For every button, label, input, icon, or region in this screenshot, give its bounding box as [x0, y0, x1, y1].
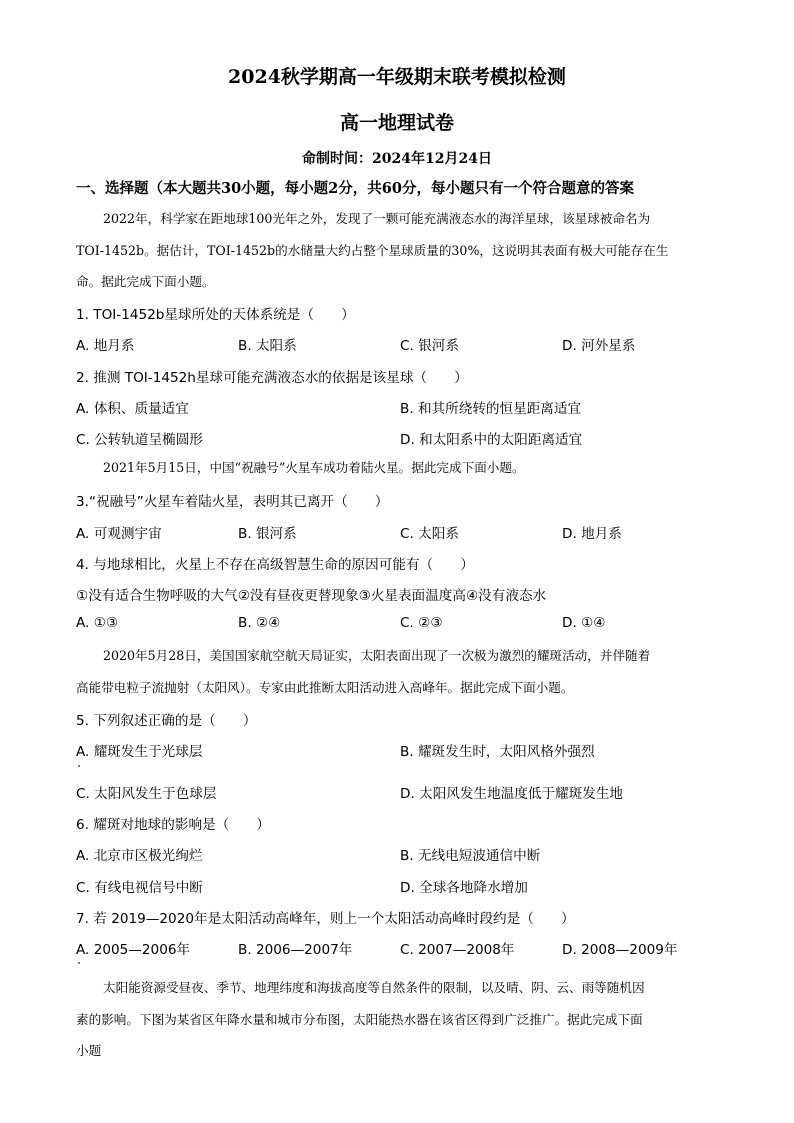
question-3-option-b: B. 银河系 [238, 526, 297, 542]
question-3-option-d: D. 地月系 [562, 526, 622, 542]
question-4-option-b: B. ②④ [238, 615, 281, 631]
question-3-option-c: C. 太阳系 [400, 526, 459, 542]
question-4-option-c: C. ②③ [400, 615, 443, 631]
question-4-option-d: D. ①④ [562, 615, 606, 631]
question-7-option-b: B. 2006—2007年 [238, 942, 353, 958]
question-2-option-a: A. 体积、质量适宜 [76, 401, 189, 417]
passage-line: 2022年，科学家在距地球100光年之外，发现了一颗可能充满液态水的海洋星球，该星球被命名为 [103, 211, 651, 226]
question-5-option-d: D. 太阳风发生地温度低于耀斑发生地 [400, 786, 624, 802]
question-2-option-d: D. 和太阳系中的太阳距离适宜 [400, 432, 583, 448]
question-2-option-c: C. 公转轨道呈椭圆形 [76, 432, 203, 448]
question-6-option-d: D. 全球各地降水增加 [400, 880, 528, 896]
question-4-stem: 4. 与地球相比，火星上不存在高级智慧生命的原因可能有（ ） [76, 557, 474, 573]
question-5-stem: 5. 下列叙述正确的是（ ） [76, 713, 257, 729]
question-4-option-a: A. ①③ [76, 615, 119, 631]
question-6-option-c: C. 有线电视信号中断 [76, 880, 203, 896]
question-6-option-a: A. 北京市区极光绚烂 [76, 848, 203, 864]
subject-title: 高一地理试卷 [339, 112, 454, 134]
question-7-option-c: C. 2007—2008年 [400, 942, 515, 958]
passage-line: 2020年5月28日，美国国家航空航天局证实，太阳表面出现了一次极为激烈的耀斑活动，并伴随着 [103, 648, 651, 663]
question-1-stem: 1. TOI-1452b星球所处的天体系统是（ ） [76, 307, 355, 323]
question-5-option-a: A. 耀斑发生于光球层 [76, 744, 203, 760]
passage-line: 素的影响。下图为某省区年降水量和城市分布图，太阳能热水器在该省区得到广泛推广。据此完成下面 [76, 1011, 643, 1027]
question-6-option-b: B. 无线电短波通信中断 [400, 848, 541, 864]
passage-3 [76, 640, 716, 703]
question-4-statements: ①没有适合生物呼吸的大气②没有昼夜更替现象③火星表面温度高④没有液态水 [76, 588, 547, 604]
passage-2 [76, 452, 716, 484]
passage-1 [76, 203, 716, 298]
question-2-stem: 2. 推测 TOI-1452h星球可能充满液态水的依据是该星球（ ） [76, 370, 468, 386]
passage-line: TOI-1452b。据估计，TOI-1452b的水储量大约占整个星球质量的30%，这说明其表面有极大可能存在生 [76, 242, 669, 258]
passage-line: 高能带电粒子流抛射（太阳风）。专家由此推断太阳活动进入高峰年。据此完成下面小题。 [76, 679, 574, 695]
question-5-option-b: B. 耀斑发生时，太阳风格外强烈 [400, 744, 595, 760]
question-5-option-c: C. 太阳风发生于色球层 [76, 786, 217, 802]
passage-line: 太阳能资源受昼夜、季节、地理纬度和海拔高度等自然条件的限制，以及晴、阴、云、雨等随机因 [103, 980, 645, 995]
question-1-option-d: D. 河外星系 [562, 338, 636, 354]
question-1-option-b: B. 太阳系 [238, 338, 297, 354]
question-1-option-c: C. 银河系 [400, 338, 459, 354]
section-heading: 一、选择题（本大题共30小题，每小题2分，共60分，每小题只有一个符合题意的答案 [76, 180, 634, 197]
question-7-stem: 7. 若 2019—2020年是太阳活动高峰年，则上一个太阳活动高峰时段约是（ ） [76, 911, 575, 927]
passage-4 [76, 972, 716, 1067]
question-1-option-a: A. 地月系 [76, 338, 135, 354]
passage-line: 小题 [76, 1043, 102, 1058]
question-2-option-b: B. 和其所绕转的恒星距离适宜 [400, 401, 582, 417]
question-3-stem: 3.“祝融号”火星车着陆火星，表明其已离开（ ） [76, 494, 389, 510]
exam-title: 2024秋学期高一年级期末联考模拟检测 [228, 66, 566, 88]
question-7-option-a: A. 2005—2006年 [76, 942, 191, 958]
question-6-stem: 6. 耀斑对地球的影响是（ ） [76, 817, 271, 833]
passage-line: 2021年5月15日，中国“祝融号”火星车成功着陆火星。据此完成下面小题。 [103, 460, 525, 475]
question-7-option-d: D. 2008—2009年 [562, 942, 678, 958]
question-3-option-a: A. 可观测宇宙 [76, 526, 162, 542]
exam-date: 命制时间：2024年12月24日 [302, 151, 492, 167]
passage-line: 命。据此完成下面小题。 [76, 274, 215, 289]
stray-dot [78, 765, 80, 767]
stray-dot [78, 962, 80, 964]
